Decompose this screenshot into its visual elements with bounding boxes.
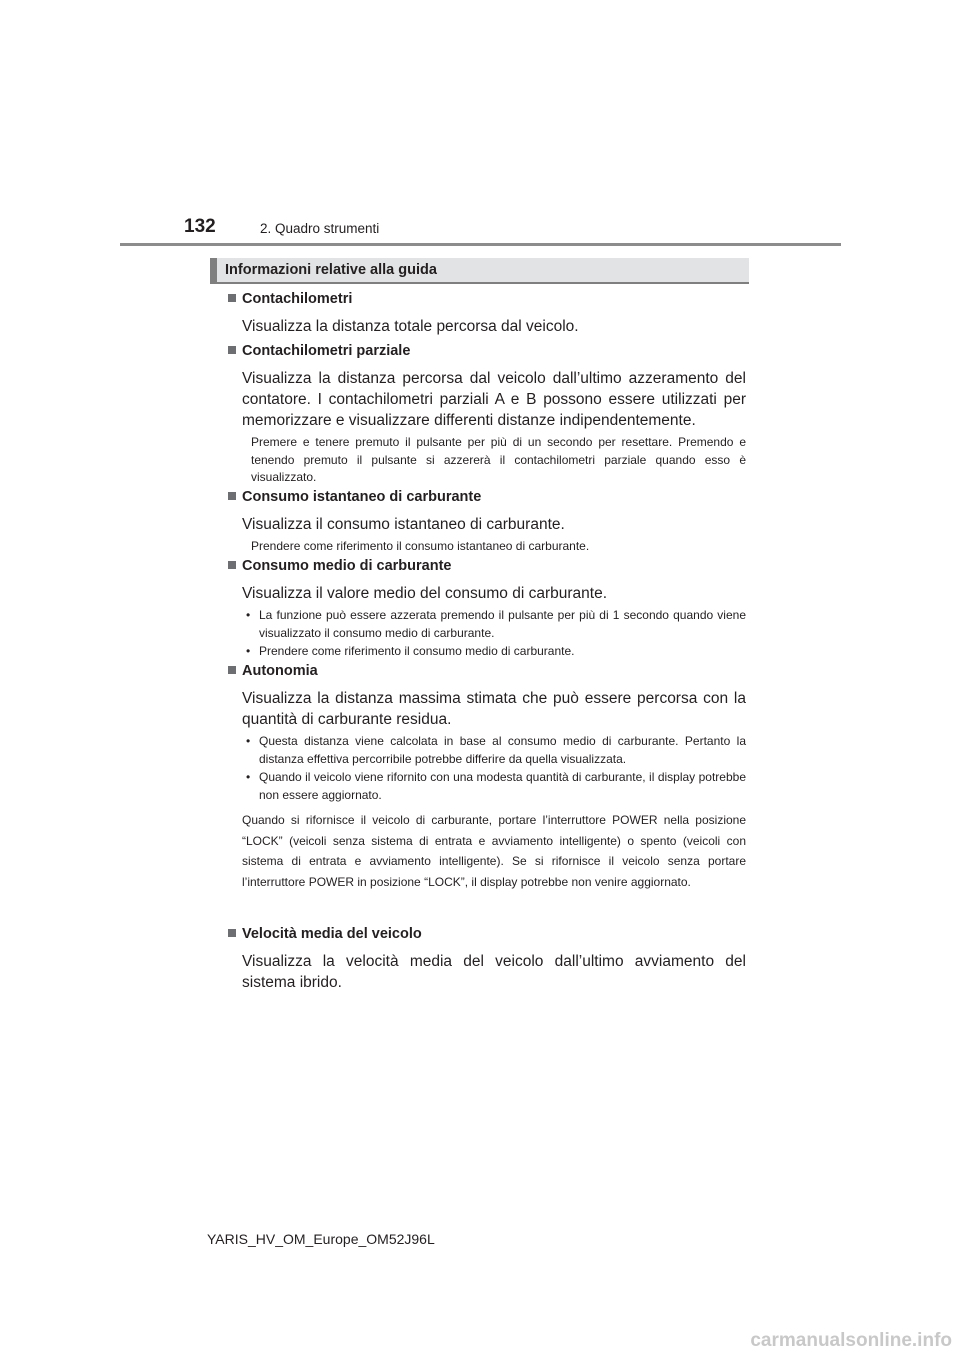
item-title: Consumo istantaneo di carburante <box>242 489 482 505</box>
item-trip-meter <box>228 342 746 487</box>
item-note: Quando si rifornisce il veicolo di carburante, portare l’interruttore POWER nella posizione “LOCK” (veicoli senza sistema di entrata e avviamento intelligente) o spento (veicoli con sistema di entrata e avviamento intelligente). Se si rifornisce il veicolo senza portare l’interruttore POWER in posizione “LOCK”, il display potrebbe non venire aggiornato. <box>242 813 746 889</box>
section-heading-box <box>210 258 749 284</box>
chapter-title: 2. Quadro strumenti <box>260 221 380 236</box>
square-bullet-icon <box>228 492 236 500</box>
item-note: Prendere come riferimento il consumo istantaneo di carburante. <box>251 539 590 553</box>
footer-doc-code: YARIS_HV_OM_Europe_OM52J96L <box>207 1231 435 1247</box>
item-average-consumption <box>228 557 746 661</box>
item-instant-consumption <box>228 488 746 556</box>
item-title: Velocità media del veicolo <box>242 926 422 942</box>
square-bullet-icon <box>228 929 236 937</box>
header-rule <box>120 243 841 246</box>
watermark: carmanualsonline.info <box>750 1330 952 1351</box>
item-text: Visualizza il valore medio del consumo di carburante. <box>242 585 608 602</box>
bullet-item <box>246 769 746 804</box>
bullet-text: La funzione può essere azzerata premendo il pulsante per più di 1 secondo quando viene visualizzato il consumo medio di carburante. <box>259 608 746 640</box>
item-title: Consumo medio di carburante <box>242 558 452 574</box>
bullet-item <box>246 733 746 768</box>
item-average-speed <box>228 925 746 993</box>
item-note: Premere e tenere premuto il pulsante per più di un secondo per resettare. Premendo e tenendo premuto il pulsante si azzererà il contachilometri parziale quando esso è visualizzato. <box>251 435 746 484</box>
section-heading-bar <box>210 258 217 284</box>
item-odometer <box>228 290 746 337</box>
item-text: Visualizza il consumo istantaneo di carburante. <box>242 516 565 533</box>
item-title: Contachilometri parziale <box>242 343 411 359</box>
square-bullet-icon <box>228 561 236 569</box>
bullet-dot-icon: • <box>246 644 251 658</box>
bullet-item <box>246 643 746 661</box>
bullet-text: Questa distanza viene calcolata in base al consumo medio di carburante. Pertanto la distanza effettiva percorribile potrebbe differire da quella visualizzata. <box>259 734 746 766</box>
bullet-dot-icon: • <box>246 608 251 622</box>
bullet-dot-icon: • <box>246 734 251 748</box>
item-text: Visualizza la velocità media del veicolo dall’ultimo avviamento del sistema ibrido. <box>242 953 746 991</box>
bullet-text: Quando il veicolo viene rifornito con una modesta quantità di carburante, il display potrebbe non essere aggiornato. <box>259 770 746 802</box>
item-title: Contachilometri <box>242 291 353 307</box>
square-bullet-icon <box>228 346 236 354</box>
item-title: Autonomia <box>242 663 318 679</box>
section-heading: Informazioni relative alla guida <box>225 262 437 278</box>
square-bullet-icon <box>228 294 236 302</box>
bullet-item <box>246 607 746 642</box>
bullet-text: Prendere come riferimento il consumo medio di carburante. <box>259 644 575 658</box>
square-bullet-icon <box>228 666 236 674</box>
bullet-dot-icon: • <box>246 770 251 784</box>
page-number: 132 <box>184 216 216 237</box>
item-text: Visualizza la distanza percorsa dal veicolo dall’ultimo azzeramento del contatore. I contachilometri parziali A e B possono essere utilizzati per memorizzare e visualizzare differenti distanze indipendentemente. <box>242 370 746 429</box>
item-range <box>228 662 746 892</box>
item-text: Visualizza la distanza massima stimata che può essere percorsa con la quantità di carburante residua. <box>242 690 746 728</box>
item-text: Visualizza la distanza totale percorsa dal veicolo. <box>242 318 579 335</box>
